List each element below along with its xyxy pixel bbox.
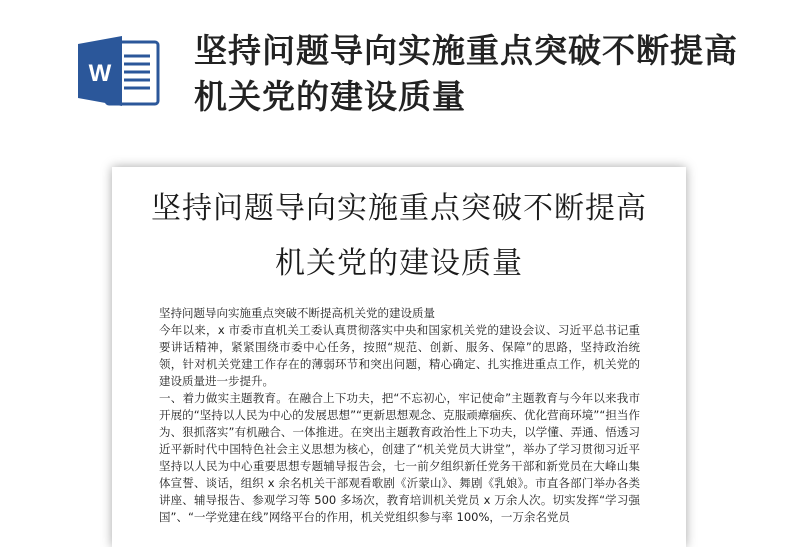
document-paragraph: 一、着力做实主题教育。在融合上下功夫，把“不忘初心，牢记使命”主题教育与今年以来我市开展的“坚持以人民为中心的发展思想”“更新思想观念、克服顽瘴痼疾、优化营商环境”“担当作为、狠抓落实”有机融合、一体推进。在突出主题教育政治性上下功夫，以学懂、弄通、悟透习近平新时代中国特色社会主义思想为核心，创建了“机关党员大讲堂”，举办了学习贯彻习近平坚持以人民为中心重要思想专题辅导报告会，七一前夕组织新任党务干部和新党员在大峰山集体宣誓、谈话，组织 x 余名机关干部观看歌剧《沂蒙山》、舞剧《乳娘》。市直各部门举办各类讲座、辅导报告、参观学习等 500 多场次，教育培训机关党员 x 万余人次。切实发挥“学习强国”、“一学党建在线”网络平台的作用，机关党组织参与率 100%，一万余名党员 <box>159 391 640 524</box>
word-doc-icon <box>76 34 166 108</box>
document-page-preview <box>112 167 686 547</box>
word-icon-letter: W <box>88 60 112 87</box>
document-body <box>112 291 686 526</box>
header <box>0 0 800 150</box>
page-title: 坚持问题导向实施重点突破不断提高机关党的建设质量 <box>194 31 738 116</box>
document-paragraph: 今年以来，x 市委市直机关工委认真贯彻落实中央和国家机关党的建设会议、习近平总书记重要讲话精神，紧紧围绕市委中心任务，按照“规范、创新、服务、保障”的思路，坚持政治统领，针对机关党建工作存在的薄弱环节和突出问题，精心确定、扎实推进重点工作，机关党的建设质量进一步提升。 <box>159 323 640 388</box>
document-title: 坚持问题导向实施重点突破不断提高机关党的建设质量 <box>151 191 647 281</box>
document-paragraph: 坚持问题导向实施重点突破不断提高机关党的建设质量 <box>159 306 435 320</box>
